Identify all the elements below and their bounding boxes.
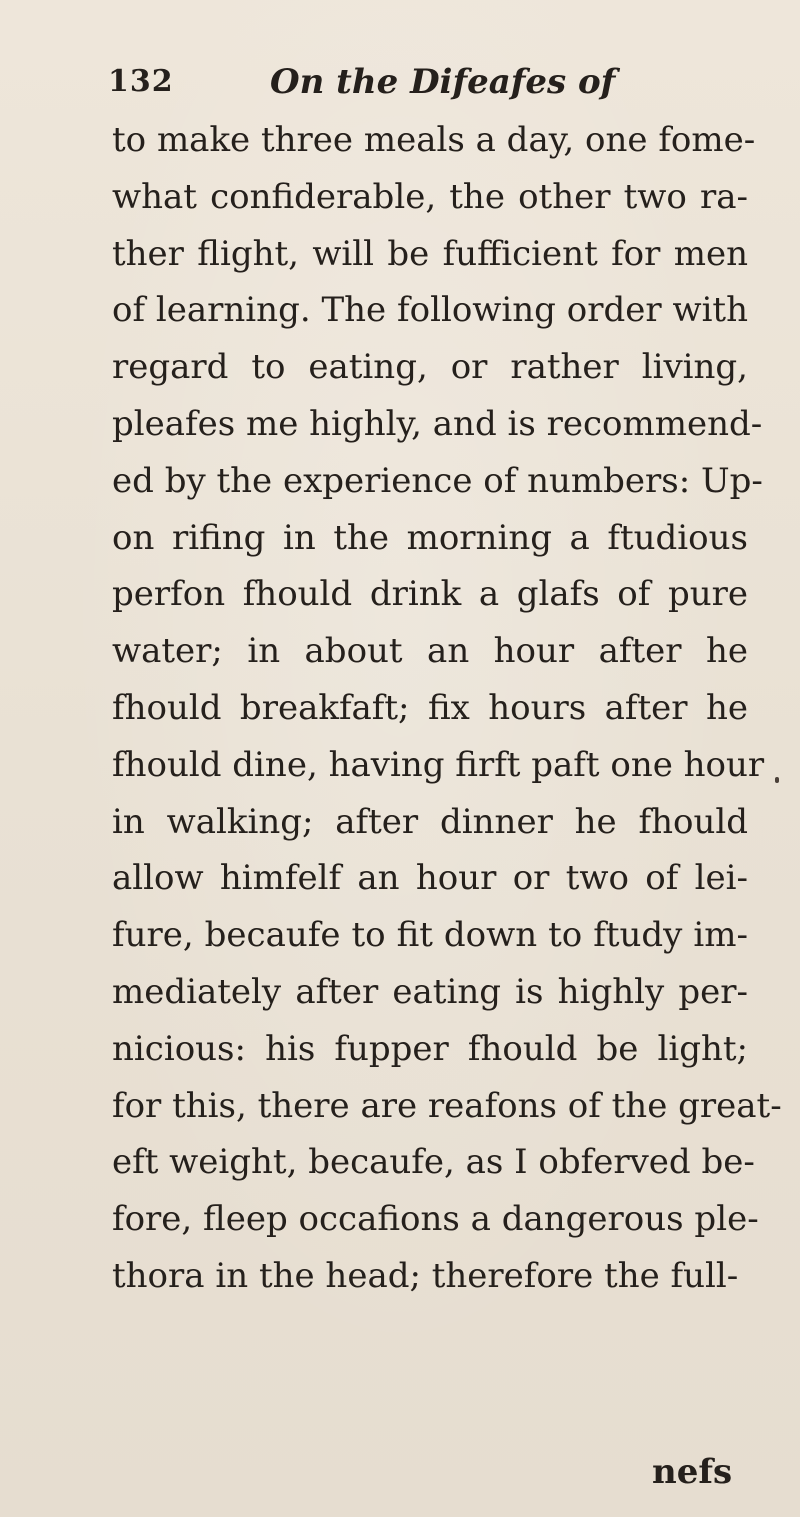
running-title: On the Difeafes of xyxy=(270,62,616,102)
text-line: perfon fhould drink a glafs of pure xyxy=(112,574,748,615)
text-line: fhould breakfaft; fix hours after he xyxy=(112,687,748,728)
text-line: on rifing in the morning a ftudious xyxy=(112,517,748,558)
page-header xyxy=(108,62,748,112)
ink-speck xyxy=(775,777,779,783)
text-line: for this, there are reafons of the great- xyxy=(112,1085,782,1126)
text-line: thora in the head; therefore the full- xyxy=(112,1255,739,1296)
text-line: ed by the experience of numbers: Up- xyxy=(112,460,763,501)
text-line: regard to eating, or rather living, xyxy=(112,347,748,388)
text-line: eft weight, becaufe, as I obferved be- xyxy=(112,1142,755,1183)
text-line: in walking; after dinner he fhould xyxy=(112,801,748,842)
text-line: fhould dine, having firft paft one hour xyxy=(112,744,765,785)
text-line: fore, fleep occafions a dangerous ple- xyxy=(112,1199,759,1240)
text-line: of learning. The following order with xyxy=(112,290,748,331)
page-number: 132 xyxy=(108,64,174,99)
text-line: what confiderable, the other two ra- xyxy=(112,176,748,217)
catchword: nefs xyxy=(652,1452,733,1492)
text-line: to make three meals a day, one fome- xyxy=(112,120,756,160)
text-line: pleafes me highly, and is recommend- xyxy=(112,403,763,444)
text-line: water; in about an hour after he xyxy=(112,631,748,672)
text-line: fure, becaufe to fit down to ftudy im- xyxy=(112,915,748,956)
text-line: ther flight, will be fufficient for men xyxy=(112,233,748,274)
body-text xyxy=(112,112,782,1305)
text-line: allow himfelf an hour or two of lei- xyxy=(112,858,748,899)
text-line: mediately after eating is highly per- xyxy=(112,971,748,1012)
text-line: nicious: his fupper fhould be light; xyxy=(112,1028,748,1069)
